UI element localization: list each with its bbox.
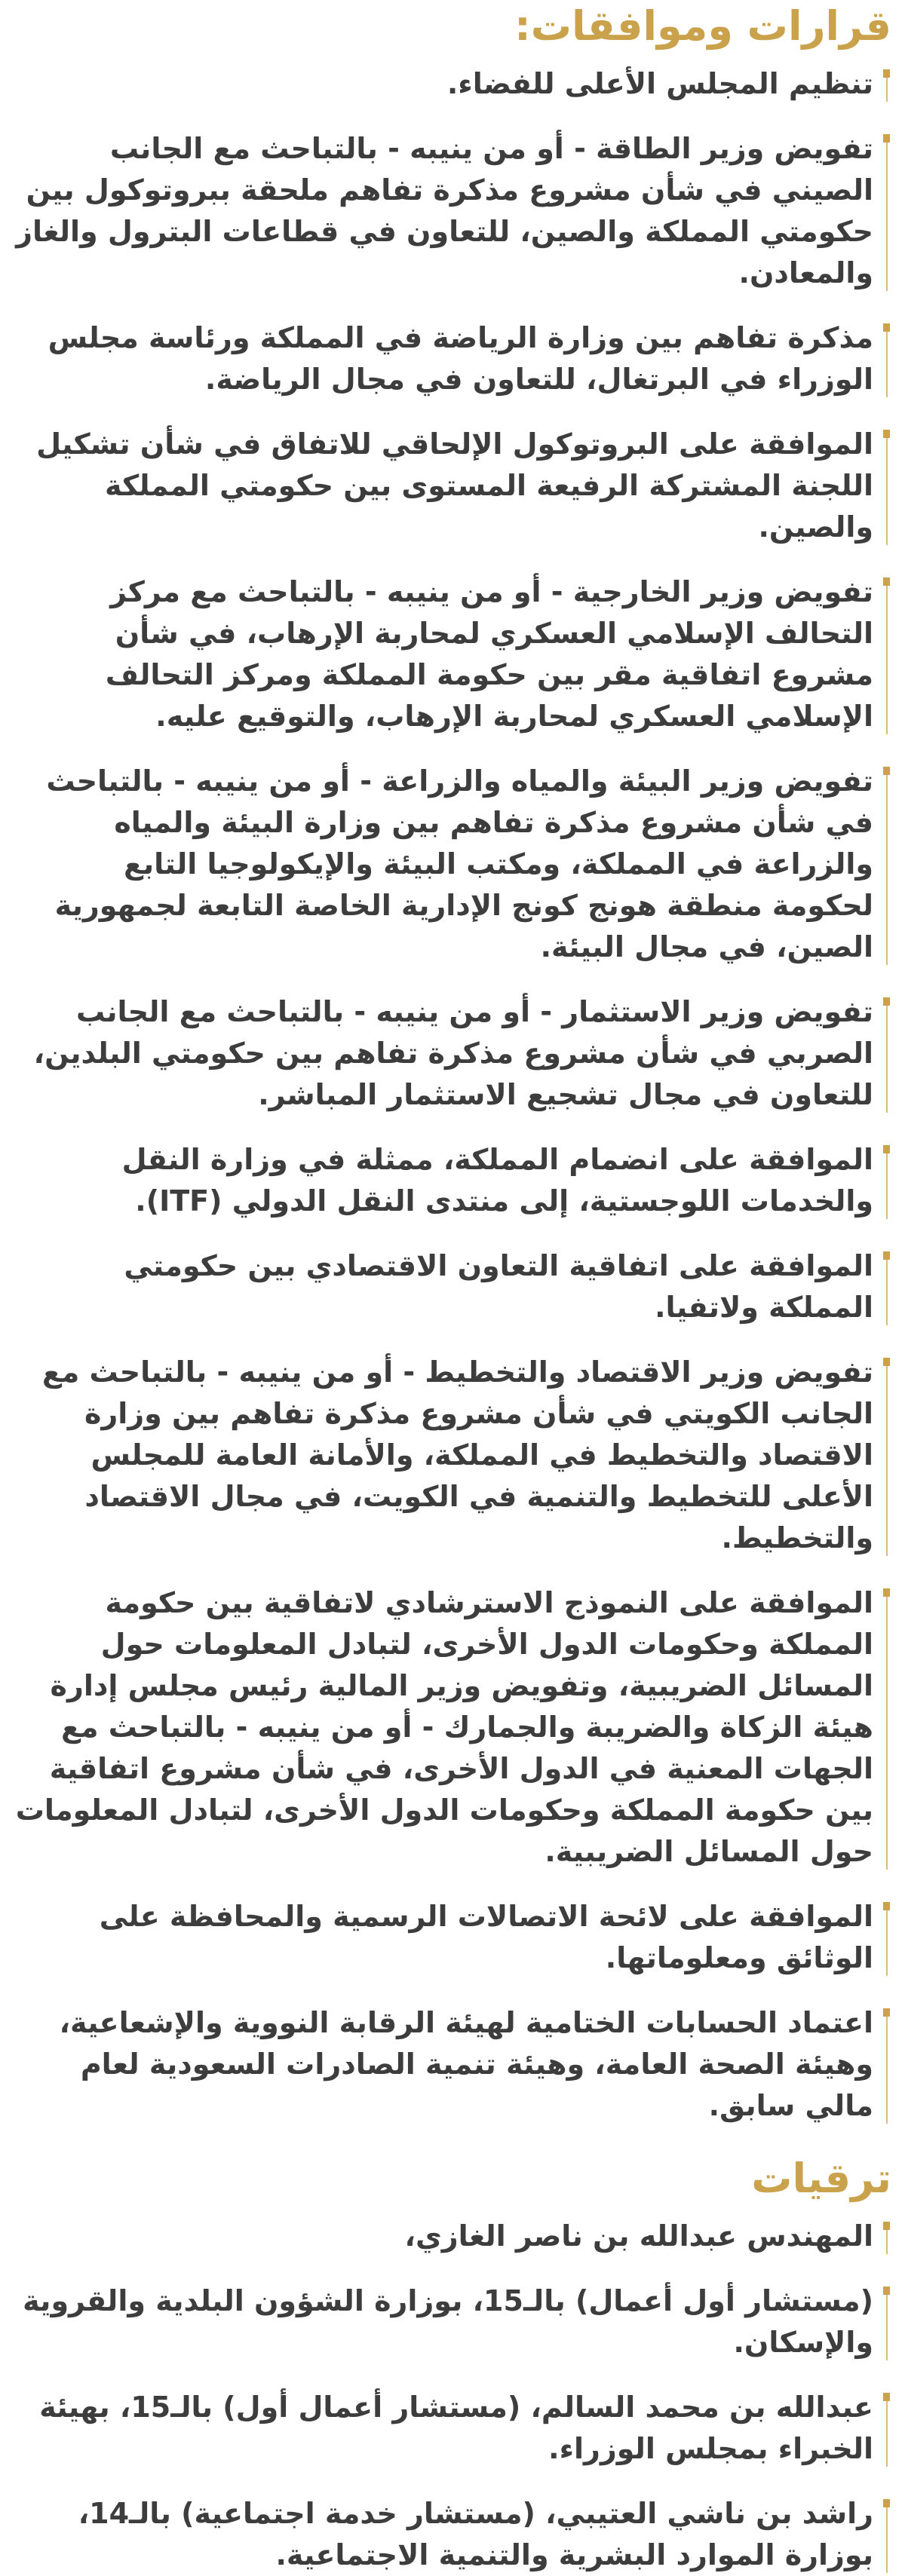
gold-bullet-icon xyxy=(883,1251,891,1325)
gold-bullet-icon xyxy=(883,2393,891,2467)
promotion-item xyxy=(15,2493,891,2576)
gold-bullet-icon xyxy=(883,1588,891,1870)
promotion-item xyxy=(15,2280,891,2363)
decision-item xyxy=(15,1139,891,1222)
decision-text: اعتماد الحسابات الختامية لهيئة الرقابة النووية والإشعاعية، وهيئة الصحة العامة، وهيئة تنمية الصادرات السعودية لعام مالي سابق. xyxy=(59,2006,873,2122)
promotions-heading: ترقيات xyxy=(751,2155,891,2202)
decisions-heading: قرارات وموافقات: xyxy=(514,2,891,50)
decision-text: تفويض وزير البيئة والمياه والزراعة - أو من ينيبه - بالتباحث في شأن مشروع مذكرة تفاهم بين وزارة البيئة والمياه والزراعة في المملكة، ومكتب البيئة والإيكولوجيا التابع لحكومة منطقة هونج كونج الإدارية الخاصة التابعة لجمهورية الصين، في مجال البيئة. xyxy=(46,764,873,963)
gold-bullet-icon xyxy=(883,2499,891,2573)
gold-bullet-icon xyxy=(883,767,891,965)
decision-text: الموافقة على انضمام المملكة، ممثلة في وزارة النقل والخدمات اللوجستية، إلى منتدى النقل الدولي (ITF). xyxy=(121,1143,873,1218)
promotion-text: المهندس عبدالله بن ناصر الغازي، xyxy=(404,2219,873,2253)
promotion-item xyxy=(15,2387,891,2470)
gold-bullet-icon xyxy=(883,1358,891,1556)
decision-item xyxy=(15,63,891,105)
decision-item xyxy=(15,991,891,1116)
gold-bullet-icon xyxy=(883,2287,891,2360)
gold-bullet-icon xyxy=(883,1902,891,1976)
decision-item xyxy=(15,2002,891,2127)
decision-item xyxy=(15,128,891,294)
decision-item xyxy=(15,317,891,400)
promotion-text: عبدالله بن محمد السالم، (مستشار أعمال أول) بالـ15، بهيئة الخبراء بمجلس الوزراء. xyxy=(39,2391,873,2465)
decision-item xyxy=(15,1352,891,1559)
decision-text: الموافقة على لائحة الاتصالات الرسمية والمحافظة على الوثائق ومعلوماتها. xyxy=(99,1900,873,1974)
promotions-list xyxy=(15,2216,891,2576)
decision-text: تفويض وزير الاستثمار - أو من ينيبه - بالتباحث مع الجانب الصربي في شأن مشروع مذكرة تفاهم بين حكومتي البلدين، للتعاون في مجال تشجيع الاستثمار المباشر. xyxy=(33,995,873,1111)
decision-item xyxy=(15,1896,891,1979)
promotion-text: (مستشار أول أعمال) بالـ15، بوزارة الشؤون البلدية والقروية والإسكان. xyxy=(23,2284,873,2359)
decision-text: تفويض وزير الطاقة - أو من ينيبه - بالتباحث مع الجانب الصيني في شأن مشروع مذكرة تفاهم ملحقة ببروتوكول بين حكومتي المملكة والصين، للتعاون في قطاعات البترول والغاز والمعادن. xyxy=(16,132,873,289)
gold-bullet-icon xyxy=(883,323,891,397)
gold-bullet-icon xyxy=(883,577,891,734)
gold-bullet-icon xyxy=(883,134,891,291)
decision-item xyxy=(15,424,891,548)
gold-bullet-icon xyxy=(883,2222,891,2254)
gold-bullet-icon xyxy=(883,1145,891,1219)
decision-text: الموافقة على البروتوكول الإلحاقي للاتفاق في شأن تشكيل اللجنة المشتركة الرفيعة المستوى بين حكومتي المملكة والصين. xyxy=(36,427,873,544)
gold-bullet-icon xyxy=(883,2008,891,2124)
decision-text: الموافقة على النموذج الاسترشادي لاتفاقية بين حكومة المملكة وحكومات الدول الأخرى، لتبادل المعلومات حول المسائل الضريبية، وتفويض وزير المالية رئيس مجلس إدارة هيئة الزكاة والضريبة والجمارك - أو من ينيبه - بالتباحث مع الجهات المعنية في الدول الأخرى، في شأن مشروع اتفاقية بين حكومة المملكة وحكومات الدول الأخرى، لتبادل المعلومات حول المسائل الضريبية. xyxy=(15,1586,873,1868)
decision-text: مذكرة تفاهم بين وزارة الرياضة في المملكة ورئاسة مجلس الوزراء في البرتغال، للتعاون في مجال الرياضة. xyxy=(48,321,873,396)
decision-text: تفويض وزير الخارجية - أو من ينيبه - بالتباحث مع مركز التحالف الإسلامي العسكري لمحاربة الإرهاب، في شأن مشروع اتفاقية مقر بين حكومة المملكة ومركز التحالف الإسلامي العسكري لمحاربة الإرهاب، والتوقيع عليه. xyxy=(105,575,873,733)
gold-bullet-icon xyxy=(883,69,891,102)
promotion-item xyxy=(15,2216,891,2257)
decision-item xyxy=(15,761,891,968)
promotion-text: راشد بن ناشي العتيبي، (مستشار خدمة اجتماعية) بالـ14، بوزارة الموارد البشرية والتنمية الاجتماعية. xyxy=(78,2497,873,2571)
decision-text: تفويض وزير الاقتصاد والتخطيط - أو من ينيبه - بالتباحث مع الجانب الكويتي في شأن مشروع مذكرة تفاهم بين وزارة الاقتصاد والتخطيط في المملكة، والأمانة العامة للمجلس الأعلى للتخطيط والتنمية في الكويت، في مجال الاقتصاد والتخطيط. xyxy=(41,1355,873,1554)
decision-text: الموافقة على اتفاقية التعاون الاقتصادي بين حكومتي المملكة ولاتفيا. xyxy=(124,1249,873,1324)
decision-item xyxy=(15,1245,891,1328)
decisions-list xyxy=(15,63,891,2127)
decision-item xyxy=(15,571,891,737)
decision-item xyxy=(15,1582,891,1873)
decision-text: تنظيم المجلس الأعلى للفضاء. xyxy=(446,67,873,100)
gold-bullet-icon xyxy=(883,430,891,545)
gold-bullet-icon xyxy=(883,997,891,1113)
